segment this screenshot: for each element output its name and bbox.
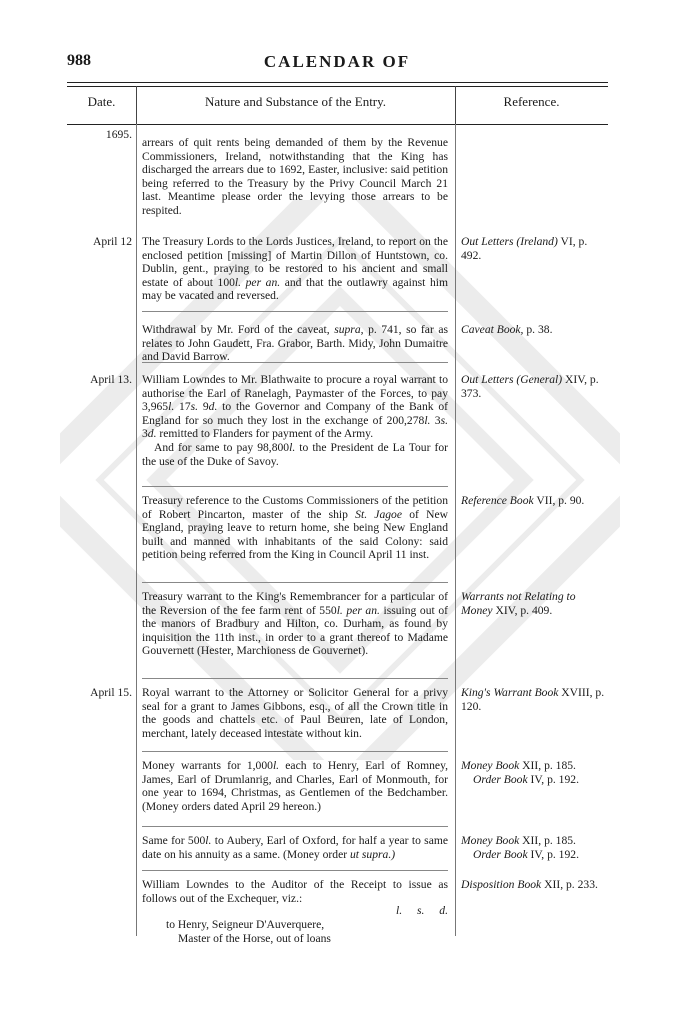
entry-8-reference: Money Book XII, p. 185. Order Book IV, p. 192. xyxy=(461,759,579,786)
running-head: CALENDAR OF xyxy=(263,52,411,71)
entry-3-reference: Caveat Book, p. 38. xyxy=(461,323,553,336)
entry-4-reference: Out Letters (General) XIV, p. 373. xyxy=(461,373,599,400)
entry-9-text: Same for 500l. to Aubery, Earl of Oxford, for half a year to same date on his annuity as a same. (Money order ut supra.) xyxy=(142,834,449,861)
entry-7-date: April 15. xyxy=(90,686,132,699)
separator xyxy=(142,486,448,487)
body-divider-2 xyxy=(455,124,456,936)
separator xyxy=(142,678,448,679)
entry-5-reference: Reference Book VII, p. 90. xyxy=(461,494,585,507)
separator xyxy=(142,582,448,583)
header-date: Date. xyxy=(87,94,116,109)
header-top-rule xyxy=(67,82,608,83)
entry-1-date: 1695. xyxy=(105,128,132,141)
entry-10-text: William Lowndes to the Auditor of the Receipt to issue as follows out of the Exchequer, viz.: to Henry, Seigneur D'Auverquere, Master of the Horse, out of loans xyxy=(142,878,448,945)
separator xyxy=(142,362,448,363)
entry-3-text: Withdrawal by Mr. Ford of the caveat, supra, p. 741, so far as relates to John Gaudett, Fra. Grabor, Barth. Midy, John Dumaitre and David Barrow. xyxy=(142,323,448,364)
entry-2-text: The Treasury Lords to the Lords Justices, Ireland, to report on the enclosed petition [missing] of Martin Dillon of Huntstown, co. Dublin, gent., praying to be restored to his ancient and small estate of about 100l. per an. and that the outlawry against him may be vacated and reversed. xyxy=(142,235,448,303)
header-top-rule-double xyxy=(67,86,608,87)
separator xyxy=(142,751,448,752)
entry-10-reference: Disposition Book XII, p. 233. xyxy=(461,878,598,891)
entry-7-reference: King's Warrant Book XVIII, p. 120. xyxy=(461,686,605,713)
separator xyxy=(142,826,448,827)
body-divider-1 xyxy=(136,124,137,936)
header-nature: Nature and Substance of the Entry. xyxy=(204,94,387,109)
entry-4-date: April 13. xyxy=(90,373,132,386)
entry-6-text: Treasury warrant to the King's Remembrancer for a particular of the Reversion of the fee farm rent of 550l. per an. issuing out of the manors of Bradbury and Hilton, co. Durham, as found by inquisition the 11th inst., in order to a grant thereof to Madame Gouvernett (Hester, Marchioness de Gouvernet). xyxy=(142,590,448,658)
entry-5-text: Treasury reference to the Customs Commissioners of the petition of Robert Pincarton, master of the ship St. Jagoe of New England, praying leave to return home, she being New England built and manned with inhabitants of the said Colony: said petition being referred from the King in Council April 11 inst. xyxy=(142,494,449,562)
entry-1-text: arrears of quit rents being demanded of them by the Revenue Commissioners, Ireland, notwithstanding that the King has discharged the arrears due to 1692, Easter, inclusive: said petition being referred to the Treasury by the Privy Council March 21 last. Meantime please order the levying those arrears to be respited. xyxy=(142,136,448,217)
entry-8-text: Money warrants for 1,000l. each to Henry, Earl of Romney, James, Earl of Drumlanrig, and Charles, Earl of Monmouth, for one year to 1694, Christmas, as Gentlemen of the Bedchamber. (Money orders dated April 29 hereon.) xyxy=(142,759,449,813)
lsd-column-header: l. s. d. xyxy=(396,904,448,917)
entry-2-reference: Out Letters (Ireland) VI, p. 492. xyxy=(461,235,588,262)
header-reference: Reference. xyxy=(503,94,560,109)
entry-9-reference: Money Book XII, p. 185. Order Book IV, p. 192. xyxy=(461,834,579,861)
entry-4-text: William Lowndes to Mr. Blathwaite to procure a royal warrant to authorise the Earl of Ranelagh, Paymaster of the Forces, to pay 3,965l. 17s. 9d. to the Governor and Company of the Bank of England for so much they lost in the exchange of 200,278l. 3s. 3d. remitted to Flanders for payment of the Army. And for same to pay 98,800l. to the President de La Tour for the use of the Duke of Savoy. xyxy=(142,373,448,468)
page-number: 988 xyxy=(67,52,91,69)
entry-7-text: Royal warrant to the Attorney or Solicitor General for a privy seal for a grant to James Gibbons, esq., of all the Crown title in the goods and chattels etc. of Paul Beuren, late of London, merchant, lately deceased intestate without kin. xyxy=(142,686,448,740)
header-bottom-rule xyxy=(67,124,608,125)
entry-2-date: April 12 xyxy=(93,235,132,248)
separator xyxy=(142,311,448,312)
entry-6-reference: Warrants not Relating to Money XIV, p. 409. xyxy=(461,590,576,617)
separator xyxy=(142,870,448,871)
